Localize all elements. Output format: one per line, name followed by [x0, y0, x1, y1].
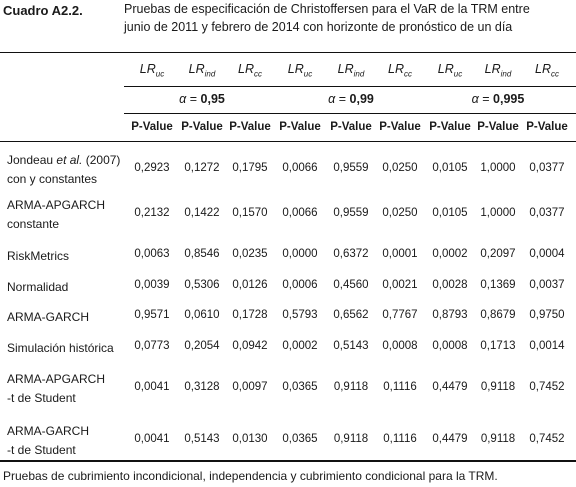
alpha-group-0	[127, 92, 277, 106]
table-cell: 0,0028	[432, 279, 468, 291]
table-cell: 0,0250	[382, 161, 418, 174]
table-cell: 0,5143	[333, 340, 369, 352]
table-cell: 0,2054	[184, 340, 220, 352]
alpha-equals: =	[186, 92, 201, 106]
table-cell: 0,9559	[333, 161, 369, 174]
table-cell: 0,1116	[383, 432, 417, 445]
table-cell: 0,0006	[282, 279, 318, 291]
table-caption-label: Cuadro A2.2.	[3, 3, 83, 18]
table-cell: 0,0002	[432, 248, 468, 260]
alpha-group-2	[423, 92, 573, 106]
rule-after-pvalue	[0, 141, 576, 142]
row-label	[7, 247, 69, 266]
table-cell: 0,0377	[529, 161, 565, 174]
row-label-line: RiskMetrics	[7, 249, 69, 263]
table-cell: 0,1728	[232, 309, 268, 321]
table-cell: 0,8793	[432, 309, 468, 321]
table-cell: 0,0130	[232, 432, 268, 445]
table-cell: 0,0014	[529, 340, 565, 352]
lr-header-uc-0	[127, 62, 177, 79]
table-cell: 0,9571	[134, 309, 170, 321]
lr-subscript: ind	[204, 69, 216, 79]
row-label-line: -t de Student	[7, 391, 76, 405]
rule-after-lr	[124, 86, 576, 87]
lr-base: LR	[535, 62, 551, 76]
row-label-line: ARMA-GARCH	[7, 424, 90, 438]
table-cell: 0,9118	[333, 380, 369, 393]
table-cell: 0,9118	[480, 432, 516, 445]
lr-header-cc-5	[375, 62, 425, 79]
table-cell: 0,5143	[184, 432, 220, 445]
table-cell: 0,0942	[232, 340, 268, 352]
table-cell: 0,8546	[184, 248, 220, 260]
table-cell: 0,5793	[282, 309, 318, 321]
table-cell: 0,0008	[432, 340, 468, 352]
table-cell: 0,1422	[184, 206, 220, 219]
table-cell: 0,1713	[480, 340, 516, 352]
table-cell: 0,3128	[184, 380, 220, 393]
alpha-symbol: α	[328, 92, 336, 106]
table-cell: 0,0008	[382, 340, 418, 352]
lr-base: LR	[388, 62, 404, 76]
row-label-line: Simulación histórica	[7, 341, 114, 355]
row-label-line: Normalidad	[7, 280, 69, 294]
alpha-value: 0,95	[200, 92, 225, 106]
table-cell: 0,4479	[432, 380, 468, 393]
lr-subscript: uc	[155, 69, 165, 79]
row-label-line: -t de Student	[7, 443, 76, 457]
table-cell: 0,0610	[184, 309, 220, 321]
pvalue-header-8: P-Value	[526, 121, 568, 133]
table-cell: 0,0004	[529, 248, 565, 260]
pvalue-header-5: P-Value	[379, 121, 421, 133]
table-cell: 0,2132	[134, 206, 170, 219]
table-cell: 0,4560	[333, 279, 369, 291]
table-cell: 0,8679	[480, 309, 516, 321]
table-cell: 0,7452	[529, 380, 565, 393]
table-cell: 0,0000	[282, 248, 318, 260]
row-label-line: ARMA-APGARCH	[7, 372, 106, 386]
table-cell: 0,0041	[134, 380, 170, 393]
lr-header-cc-2	[225, 62, 275, 79]
row-label	[7, 308, 89, 327]
alpha-equals: =	[478, 92, 494, 106]
table-cell: 0,0001	[382, 248, 418, 260]
lr-header-cc-8	[522, 62, 572, 79]
alpha-value: 0,995	[493, 92, 525, 106]
row-label-line: ARMA-GARCH	[7, 310, 90, 324]
table-cell: 0,0365	[282, 380, 318, 393]
row-label-line: Jondeau et al. (2007)	[7, 153, 121, 167]
table-cell: 0,0365	[282, 432, 318, 445]
table-cell: 0,0105	[432, 206, 468, 219]
alpha-symbol: α	[179, 92, 187, 106]
row-label-line: ARMA-APGARCH	[7, 198, 106, 212]
lr-header-uc-3	[275, 62, 325, 79]
pvalue-header-2: P-Value	[229, 121, 271, 133]
lr-header-ind-7	[473, 62, 523, 79]
row-label-line: constante	[7, 217, 60, 231]
pvalue-header-3: P-Value	[279, 121, 321, 133]
table-caption-line-2: junio de 2011 y febrero de 2014 con horizonte de pronóstico de un día	[124, 20, 513, 34]
table-cell: 0,0039	[134, 279, 170, 291]
table-cell: 0,6372	[333, 248, 369, 260]
lr-base: LR	[139, 62, 156, 76]
table-cell: 0,9559	[333, 206, 369, 219]
lr-subscript: uc	[453, 69, 463, 79]
pvalue-header-6: P-Value	[429, 121, 471, 133]
row-label	[7, 422, 89, 460]
lr-header-ind-1	[177, 62, 227, 79]
table-cell: 0,1272	[184, 161, 220, 174]
table-footnote: Pruebas de cubrimiento incondicional, independencia y cubrimiento condicional para la TRM.	[3, 469, 498, 483]
table-cell: 1,0000	[480, 206, 516, 219]
lr-base: LR	[437, 62, 454, 76]
table-cell: 1,0000	[480, 161, 516, 174]
lr-subscript: cc	[253, 69, 262, 79]
table-cell: 0,0235	[232, 248, 268, 260]
lr-subscript: cc	[550, 69, 559, 79]
table-cell: 0,0063	[134, 248, 170, 260]
alpha-equals: =	[335, 92, 350, 106]
table-cell: 0,0250	[382, 206, 418, 219]
table-cell: 0,7767	[382, 309, 418, 321]
table-cell: 0,4479	[432, 432, 468, 445]
table-cell: 0,9118	[480, 380, 516, 393]
table-cell: 0,0002	[282, 340, 318, 352]
pvalue-header-0: P-Value	[131, 121, 173, 133]
lr-header-uc-6	[425, 62, 475, 79]
table-cell: 0,0773	[134, 340, 170, 352]
row-label	[7, 370, 105, 408]
row-label	[7, 339, 114, 358]
table-cell: 0,0105	[432, 161, 468, 174]
lr-subscript: uc	[303, 69, 313, 79]
table-cell: 0,2097	[480, 248, 516, 260]
lr-subscript: ind	[353, 69, 365, 79]
table-cell: 0,0037	[529, 279, 565, 291]
table-cell: 0,0066	[282, 206, 318, 219]
table-cell: 0,0066	[282, 161, 318, 174]
row-label-line: con y constantes	[7, 172, 98, 186]
lr-base: LR	[484, 62, 501, 76]
pvalue-header-1: P-Value	[181, 121, 223, 133]
pvalue-header-4: P-Value	[330, 121, 372, 133]
table-cell: 0,7452	[529, 432, 565, 445]
table-cell: 0,2923	[134, 161, 170, 174]
table-cell: 0,5306	[184, 279, 220, 291]
lr-base: LR	[188, 62, 205, 76]
table-cell: 0,9750	[529, 309, 565, 321]
table-cell: 0,1795	[232, 161, 268, 174]
rule-bottom	[0, 460, 576, 462]
row-label	[7, 278, 68, 297]
table-cell: 0,0126	[232, 279, 268, 291]
lr-header-ind-4	[326, 62, 376, 79]
lr-base: LR	[287, 62, 304, 76]
rule-top	[0, 52, 576, 53]
lr-subscript: cc	[403, 69, 412, 79]
table-caption-line-1: Pruebas de especificación de Christoffersen para el VaR de la TRM entre	[124, 2, 530, 16]
table-cell: 0,1116	[383, 380, 417, 393]
et-al-italic: et al.	[56, 153, 83, 167]
table-cell: 0,0377	[529, 206, 565, 219]
row-label	[7, 196, 105, 234]
alpha-value: 0,99	[349, 92, 374, 106]
rule-after-alpha	[124, 113, 576, 114]
lr-base: LR	[238, 62, 254, 76]
table-cell: 0,1570	[232, 206, 268, 219]
table-cell: 0,6562	[333, 309, 369, 321]
lr-subscript: ind	[500, 69, 512, 79]
table-cell: 0,0021	[382, 279, 418, 291]
alpha-group-1	[276, 92, 426, 106]
table-cell: 0,0041	[134, 432, 170, 445]
alpha-symbol: α	[471, 92, 479, 106]
pvalue-header-7: P-Value	[477, 121, 519, 133]
table-cell: 0,1369	[480, 279, 516, 291]
lr-base: LR	[337, 62, 354, 76]
table-cell: 0,9118	[333, 432, 369, 445]
row-label	[7, 151, 120, 189]
table-cell: 0,0097	[232, 380, 268, 393]
